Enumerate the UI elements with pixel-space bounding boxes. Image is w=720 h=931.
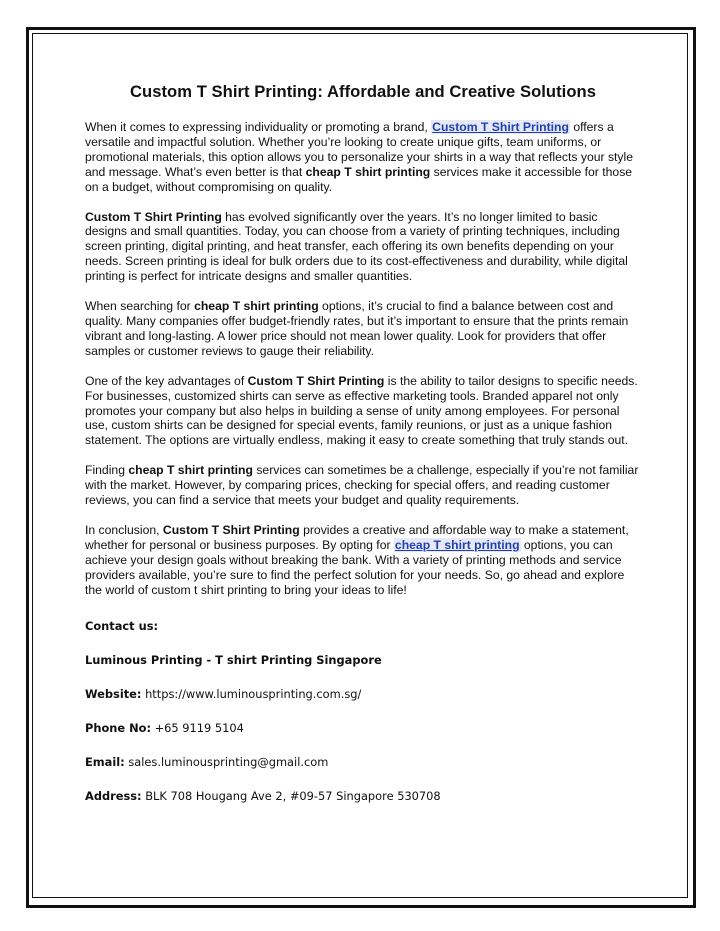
text-run: One of the key advantages of [85, 373, 248, 388]
contact-section [85, 619, 641, 803]
document-title: Custom T Shirt Printing: Affordable and Creative Solutions [129, 82, 596, 101]
paragraph-finding [85, 463, 641, 508]
website-line [85, 687, 641, 701]
paragraph-conclusion [85, 523, 641, 598]
paragraph-intro [85, 120, 641, 195]
company-name [85, 653, 641, 667]
text-run: provides a creative and affordable way to make a statement, whether for personal or business purposes. By opting for [85, 522, 629, 552]
email-label: Email: [85, 755, 125, 770]
paragraph-cost-quality [85, 299, 641, 359]
text-run: When it comes to expressing individuality or promoting a brand, [85, 120, 432, 134]
address-label: Address: [85, 789, 142, 804]
text-run: options, it’s crucial to find a balance between cost and quality. Many companies offer budget-friendly rates, but it’s important to ensure that the prints remain vibrant and long-lasting. A lower price should not mean lower quality. Look for providers that offer samples or customer reviews to gauge their reliability. [85, 299, 629, 358]
document-body [85, 82, 641, 803]
bold-keyword: cheap T shirt printing [305, 164, 431, 179]
paragraph-advantages [85, 374, 641, 449]
phone-line [85, 721, 641, 735]
address-value: BLK 708 Hougang Ave 2, #09-57 Singapore 530708 [141, 789, 441, 804]
text-run: Finding [85, 463, 129, 478]
text-run: offers a versatile and impactful solution. Whether you’re looking to create unique gifts, team uniforms, or promotional materials, this option allows you to personalize your shirts in a way that reflects your style and message. What’s even better is that [85, 120, 634, 179]
website-label: Website: [85, 687, 142, 702]
contact-heading-text: Contact us: [85, 619, 159, 634]
bold-keyword: cheap T shirt printing [128, 463, 253, 478]
text-run: In conclusion, [85, 522, 163, 537]
contact-heading [85, 619, 641, 633]
bold-keyword: Custom T Shirt Printing [85, 209, 222, 224]
address-line [85, 789, 641, 803]
website-url[interactable]: https://www.luminousprinting.com.sg/ [141, 687, 362, 702]
text-run: When searching for [85, 299, 195, 314]
email-address[interactable]: sales.luminousprinting@gmail.com [124, 755, 329, 770]
link-cheap-t-shirt-printing[interactable]: cheap T shirt printing [394, 537, 520, 552]
text-run: services make it accessible for those on a budget, without compromising on quality. [85, 164, 633, 194]
text-run: services can sometimes be a challenge, especially if you’re not familiar with the market. However, by comparing prices, checking for special offers, and reading customer reviews, you can find a service that meets your budget and quality requirements. [85, 463, 639, 508]
phone-label: Phone No: [85, 721, 151, 736]
bold-keyword: Custom T Shirt Printing [247, 373, 385, 388]
text-run: is the ability to tailor designs to specific needs. For businesses, customized shirts can serve as effective marketing tools. Branded apparel not only promotes your company but also helps in building a sense of unity among employees. For personal use, custom shirts can be designed for special events, family reunions, or just as a unique fashion statement. The options are virtually endless, making it easy to create something that truly stands out. [85, 373, 638, 448]
email-line [85, 755, 641, 769]
company-name-text: Luminous Printing - T shirt Printing Singapore [85, 653, 382, 668]
phone-number: +65 9119 5104 [151, 721, 244, 736]
bold-keyword: cheap T shirt printing [194, 299, 319, 314]
paragraph-evolution [85, 210, 641, 285]
text-run: has evolved significantly over the years. It’s no longer limited to basic designs and small quantities. Today, you can choose from a variety of printing techniques, including screen printing, digital printing, and heat transfer, each offering its own benefits depending on your needs. Screen printing is ideal for bulk orders due to its cost-effectiveness and durability, while digital printing is perfect for intricate designs and smaller quantities. [85, 209, 628, 284]
link-custom-t-shirt-printing[interactable]: Custom T Shirt Printing [432, 120, 569, 134]
text-run: options, you can achieve your design goals without breaking the bank. With a variety of printing methods and service providers available, you’re sure to find the perfect solution for your needs. So, go ahead and explore the world of custom t shirt printing to bring your ideas to life! [85, 537, 625, 597]
bold-keyword: Custom T Shirt Printing [162, 522, 300, 537]
